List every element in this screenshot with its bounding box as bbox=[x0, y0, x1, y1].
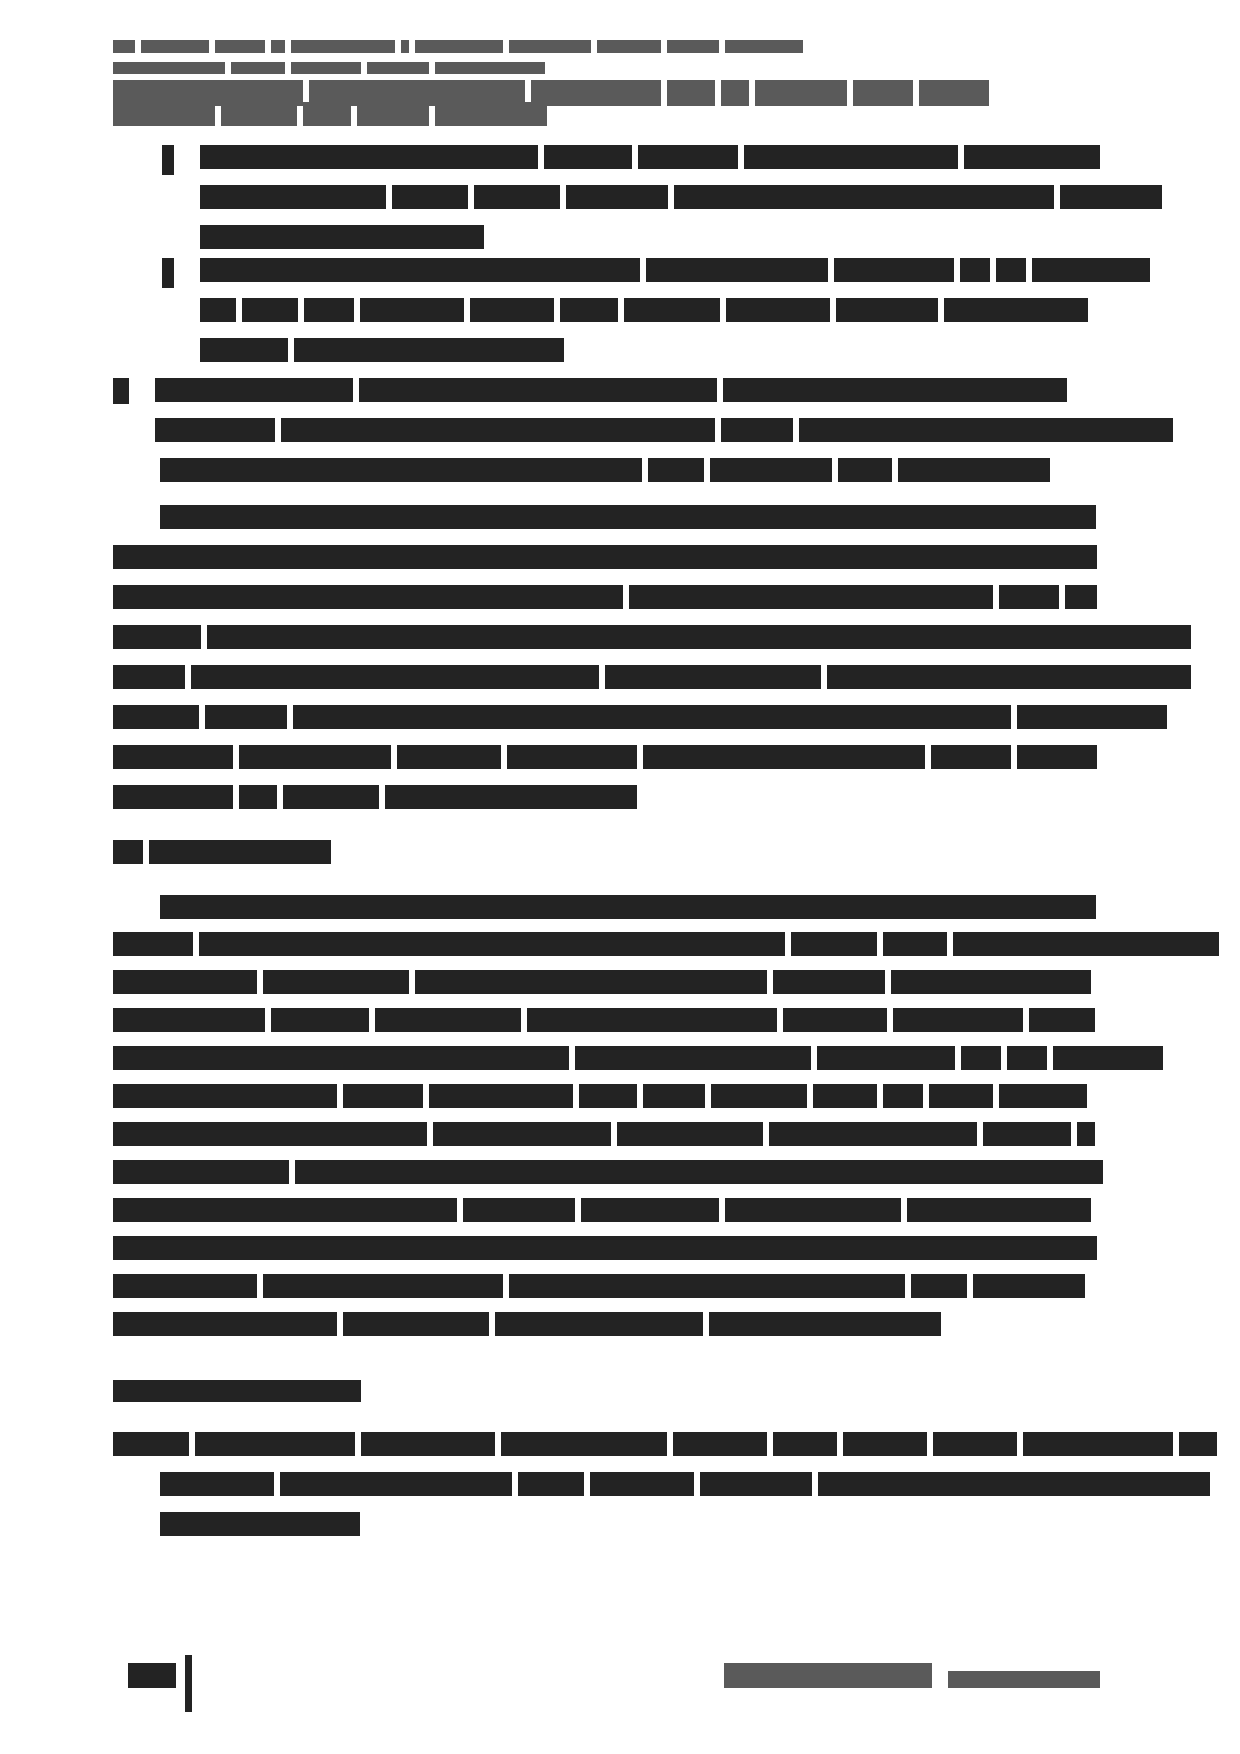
redacted-word bbox=[113, 1122, 427, 1146]
redacted-word bbox=[799, 418, 1173, 442]
redacted-word bbox=[191, 665, 599, 689]
redacted-word bbox=[509, 40, 591, 53]
redacted-word bbox=[898, 458, 1050, 482]
redacted-word bbox=[199, 932, 785, 956]
redacted-word bbox=[996, 258, 1026, 282]
redacted-word bbox=[700, 1472, 812, 1496]
redacted-word bbox=[113, 625, 201, 649]
redacted-word bbox=[843, 1432, 927, 1456]
redacted-word bbox=[113, 665, 185, 689]
redacted-word bbox=[581, 1198, 719, 1222]
bullet-line bbox=[200, 338, 564, 362]
redacted-word bbox=[853, 80, 913, 106]
redacted-word bbox=[1017, 745, 1097, 769]
paragraph-line bbox=[113, 585, 1097, 609]
redacted-word bbox=[200, 298, 236, 322]
bullet-marker-icon bbox=[162, 145, 174, 175]
redacted-word bbox=[1053, 1046, 1163, 1070]
redacted-word bbox=[744, 145, 958, 169]
redacted-word bbox=[200, 145, 538, 169]
redacted-word bbox=[291, 62, 361, 74]
redacted-word bbox=[1065, 585, 1097, 609]
redacted-word bbox=[113, 1312, 337, 1336]
redacted-word bbox=[392, 185, 468, 209]
journal-name bbox=[724, 1663, 932, 1688]
redacted-word bbox=[617, 1122, 763, 1146]
redacted-word bbox=[360, 298, 464, 322]
bullet-line bbox=[200, 258, 1150, 282]
redacted-word bbox=[624, 298, 720, 322]
redacted-word bbox=[155, 378, 353, 402]
redacted-word bbox=[113, 62, 225, 74]
redacted-word bbox=[791, 932, 877, 956]
reference-line bbox=[160, 1512, 360, 1536]
redacted-word bbox=[113, 1160, 289, 1184]
redacted-word bbox=[907, 1198, 1091, 1222]
redacted-word bbox=[813, 1084, 877, 1108]
redacted-word bbox=[435, 102, 547, 126]
redacted-word bbox=[723, 378, 1067, 402]
redacted-word bbox=[160, 1472, 274, 1496]
redacted-word bbox=[648, 458, 704, 482]
section-body-line bbox=[113, 1198, 1091, 1222]
redacted-word bbox=[725, 40, 803, 53]
redacted-word bbox=[294, 338, 564, 362]
redacted-word bbox=[1032, 258, 1150, 282]
redacted-word bbox=[113, 1084, 337, 1108]
redacted-word bbox=[291, 40, 395, 53]
redacted-word bbox=[415, 40, 503, 53]
redacted-word bbox=[1017, 705, 1167, 729]
bullet-line bbox=[200, 145, 1100, 169]
section-body-line bbox=[113, 1008, 1095, 1032]
redacted-word bbox=[200, 225, 484, 249]
section-body-line bbox=[113, 1236, 1097, 1260]
section-body-line bbox=[113, 1122, 1095, 1146]
redacted-word bbox=[769, 1122, 977, 1146]
redacted-word bbox=[1007, 1046, 1047, 1070]
redacted-word bbox=[231, 62, 285, 74]
redacted-word bbox=[195, 1432, 355, 1456]
redacted-word bbox=[359, 378, 717, 402]
redacted-word bbox=[263, 1274, 503, 1298]
paragraph-line bbox=[113, 745, 1097, 769]
redacted-word bbox=[463, 1198, 575, 1222]
redacted-word bbox=[397, 745, 501, 769]
paragraph-line bbox=[113, 625, 1191, 649]
redacted-word bbox=[1060, 185, 1162, 209]
paragraph-line bbox=[113, 705, 1167, 729]
redacted-word bbox=[721, 80, 749, 106]
redacted-word bbox=[401, 40, 409, 53]
redacted-word bbox=[113, 705, 199, 729]
redacted-word bbox=[674, 185, 1054, 209]
section-body-line bbox=[113, 932, 1219, 956]
redacted-word bbox=[343, 1084, 423, 1108]
section-body-line bbox=[113, 1046, 1163, 1070]
numbered-item-line bbox=[155, 418, 1173, 442]
redacted-word bbox=[893, 1008, 1023, 1032]
redacted-word bbox=[507, 745, 637, 769]
redacted-word bbox=[160, 458, 642, 482]
section-heading bbox=[113, 840, 331, 864]
redacted-word bbox=[141, 40, 209, 53]
redacted-word bbox=[834, 258, 954, 282]
redacted-word bbox=[281, 418, 715, 442]
redacted-word bbox=[509, 1274, 905, 1298]
redacted-word bbox=[215, 40, 265, 53]
redacted-word bbox=[709, 1312, 941, 1336]
redacted-word bbox=[773, 970, 885, 994]
redacted-word bbox=[113, 932, 193, 956]
reference-entry bbox=[0, 0, 1, 1]
redacted-word bbox=[295, 1160, 1103, 1184]
redacted-word bbox=[113, 1236, 1097, 1260]
section-body-line bbox=[113, 970, 1091, 994]
redacted-word bbox=[711, 1084, 807, 1108]
redacted-word bbox=[560, 298, 618, 322]
redacted-word bbox=[113, 1432, 189, 1456]
redacted-word bbox=[113, 102, 215, 126]
redacted-word bbox=[933, 1432, 1017, 1456]
redacted-word bbox=[629, 585, 993, 609]
redacted-word bbox=[271, 1008, 369, 1032]
redacted-word bbox=[435, 62, 545, 74]
redacted-word bbox=[343, 1312, 489, 1336]
redacted-word bbox=[643, 745, 925, 769]
redacted-word bbox=[205, 705, 287, 729]
redacted-word bbox=[221, 102, 297, 126]
redacted-word bbox=[1023, 1432, 1173, 1456]
redacted-word bbox=[929, 1084, 993, 1108]
redacted-word bbox=[415, 970, 767, 994]
redacted-word bbox=[638, 145, 738, 169]
redacted-word bbox=[113, 1198, 457, 1222]
redacted-word bbox=[263, 970, 409, 994]
footer-divider bbox=[185, 1655, 192, 1712]
redacted-word bbox=[999, 1084, 1087, 1108]
redacted-word bbox=[726, 298, 830, 322]
redacted-word bbox=[783, 1008, 887, 1032]
redacted-word bbox=[646, 258, 828, 282]
redacted-word bbox=[375, 1008, 521, 1032]
redacted-word bbox=[113, 585, 623, 609]
redacted-word bbox=[883, 1084, 923, 1108]
redacted-word bbox=[239, 785, 277, 809]
redacted-word bbox=[1029, 1008, 1095, 1032]
redacted-word bbox=[643, 1084, 705, 1108]
redacted-word bbox=[973, 1274, 1085, 1298]
redacted-word bbox=[293, 705, 1011, 729]
redacted-word bbox=[818, 1472, 1210, 1496]
redacted-word bbox=[280, 1472, 512, 1496]
redacted-word bbox=[367, 62, 429, 74]
numbered-item-line bbox=[155, 378, 1067, 402]
redacted-word bbox=[983, 1122, 1071, 1146]
redacted-word bbox=[710, 458, 832, 482]
redacted-word bbox=[113, 840, 143, 864]
item-number-marker bbox=[113, 378, 129, 404]
redacted-word bbox=[944, 298, 1088, 322]
reference-line bbox=[113, 1432, 1217, 1456]
header-line bbox=[113, 62, 545, 74]
redacted-word bbox=[113, 40, 135, 53]
redacted-word bbox=[495, 1312, 703, 1336]
redacted-word bbox=[566, 185, 668, 209]
redacted-word bbox=[242, 298, 298, 322]
redacted-word bbox=[597, 40, 661, 53]
redacted-word bbox=[579, 1084, 637, 1108]
redacted-word bbox=[361, 1432, 495, 1456]
redacted-word bbox=[303, 102, 351, 126]
paragraph-line bbox=[113, 665, 1191, 689]
redacted-word bbox=[149, 840, 331, 864]
redacted-word bbox=[838, 458, 892, 482]
bullet-line bbox=[200, 298, 1088, 322]
redacted-word bbox=[721, 418, 793, 442]
redacted-word bbox=[755, 80, 847, 106]
section-body-line bbox=[113, 1160, 1103, 1184]
section-body-line bbox=[113, 1312, 941, 1336]
redacted-word bbox=[501, 1432, 667, 1456]
redacted-word bbox=[531, 80, 661, 106]
redacted-word bbox=[200, 185, 386, 209]
redacted-word bbox=[160, 1512, 360, 1536]
redacted-word bbox=[385, 785, 637, 809]
bullet-marker-icon bbox=[162, 258, 174, 288]
redacted-word bbox=[113, 1274, 257, 1298]
reference-line bbox=[160, 1472, 1210, 1496]
paragraph-line bbox=[160, 505, 1096, 529]
redacted-word bbox=[155, 418, 275, 442]
redacted-word bbox=[817, 1046, 955, 1070]
redacted-word bbox=[919, 80, 989, 106]
redacted-word bbox=[964, 145, 1100, 169]
redacted-word bbox=[470, 298, 554, 322]
redacted-word bbox=[200, 338, 288, 362]
redacted-word bbox=[773, 1432, 837, 1456]
header-line bbox=[113, 102, 547, 126]
redacted-word bbox=[960, 258, 990, 282]
redacted-word bbox=[667, 40, 719, 53]
redacted-word bbox=[239, 745, 391, 769]
redacted-word bbox=[953, 932, 1219, 956]
section-body-line bbox=[160, 895, 1096, 919]
redacted-word bbox=[827, 665, 1191, 689]
redacted-word bbox=[518, 1472, 584, 1496]
redacted-word bbox=[667, 80, 715, 106]
redacted-word bbox=[575, 1046, 811, 1070]
redacted-word bbox=[883, 932, 947, 956]
bullet-line bbox=[200, 225, 484, 249]
redacted-word bbox=[474, 185, 560, 209]
redacted-word bbox=[160, 505, 1096, 529]
redacted-word bbox=[200, 258, 640, 282]
page-number bbox=[128, 1663, 176, 1688]
paragraph-line bbox=[113, 785, 637, 809]
redacted-word bbox=[283, 785, 379, 809]
redacted-word bbox=[429, 1084, 573, 1108]
redacted-word bbox=[207, 625, 1191, 649]
redacted-word bbox=[544, 145, 632, 169]
redacted-word bbox=[113, 1380, 361, 1402]
redacted-word bbox=[271, 40, 285, 53]
redacted-word bbox=[605, 665, 821, 689]
redacted-word bbox=[433, 1122, 611, 1146]
header-line bbox=[113, 40, 803, 53]
redacted-word bbox=[999, 585, 1059, 609]
redacted-word bbox=[911, 1274, 967, 1298]
references-heading-line bbox=[113, 1380, 361, 1402]
section-body-line bbox=[113, 1084, 1087, 1108]
redacted-word bbox=[304, 298, 354, 322]
redacted-word bbox=[113, 745, 233, 769]
redacted-word bbox=[113, 785, 233, 809]
redacted-word bbox=[961, 1046, 1001, 1070]
numbered-item-line bbox=[160, 458, 1050, 482]
redacted-word bbox=[590, 1472, 694, 1496]
redacted-word bbox=[113, 970, 257, 994]
redacted-word bbox=[113, 545, 1097, 569]
redacted-word bbox=[113, 1046, 569, 1070]
bullet-line bbox=[200, 185, 1162, 209]
redacted-word bbox=[836, 298, 938, 322]
redacted-word bbox=[673, 1432, 767, 1456]
redacted-word bbox=[113, 1008, 265, 1032]
redacted-word bbox=[1077, 1122, 1095, 1146]
section-body-line bbox=[113, 1274, 1085, 1298]
redacted-word bbox=[160, 895, 1096, 919]
redacted-word bbox=[357, 102, 429, 126]
redacted-word bbox=[1179, 1432, 1217, 1456]
paragraph-line bbox=[113, 545, 1097, 569]
journal-subtext bbox=[948, 1671, 1100, 1688]
redacted-word bbox=[527, 1008, 777, 1032]
redacted-word bbox=[891, 970, 1091, 994]
redacted-word bbox=[931, 745, 1011, 769]
redacted-word bbox=[725, 1198, 901, 1222]
